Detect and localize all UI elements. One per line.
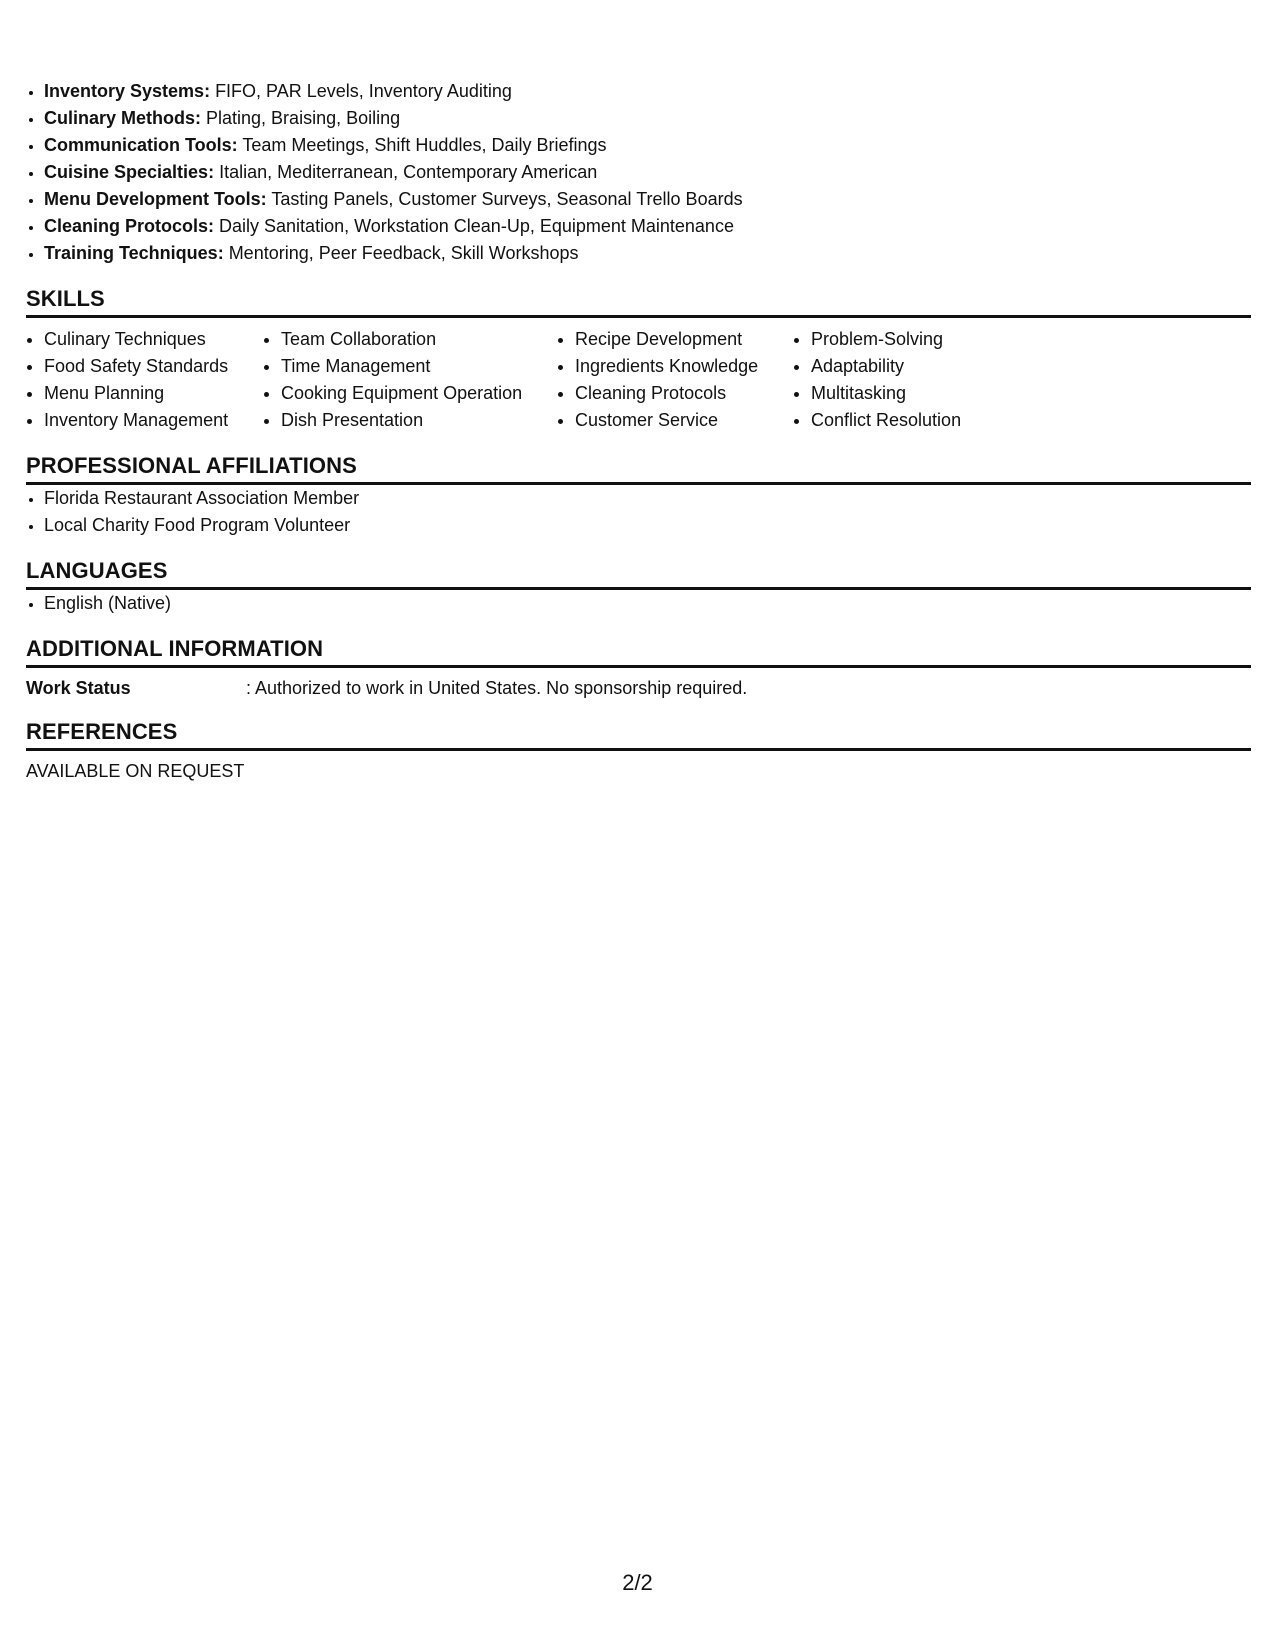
work-status-label: Work Status	[26, 678, 131, 698]
skills-column	[263, 326, 557, 434]
skill-item: • Ingredients Knowledge	[575, 353, 793, 380]
tool-term: Menu Development Tools:	[44, 189, 267, 209]
tool-term: Training Techniques:	[44, 243, 224, 263]
resume-page	[26, 78, 1251, 783]
skill-item: • Multitasking	[811, 380, 1031, 407]
skill-item: • Food Safety Standards	[44, 353, 263, 380]
list-item	[44, 240, 1251, 267]
list-item	[44, 213, 1251, 240]
list-item	[44, 186, 1251, 213]
work-status-row	[26, 676, 1251, 700]
skill-item: • Problem-Solving	[811, 326, 1031, 353]
list-item: • Local Charity Food Program Volunteer	[44, 512, 1251, 539]
skills-grid	[26, 326, 1251, 434]
list-item	[44, 78, 1251, 105]
skill-item: • Menu Planning	[44, 380, 263, 407]
skill-item: • Team Collaboration	[281, 326, 557, 353]
skill-item: • Dish Presentation	[281, 407, 557, 434]
section-title: ADDITIONAL INFORMATION	[26, 635, 1251, 668]
skills-column	[26, 326, 263, 434]
section-title: PROFESSIONAL AFFILIATIONS	[26, 452, 1251, 485]
tool-term: Cleaning Protocols:	[44, 216, 215, 236]
tool-detail: Tasting Panels, Customer Surveys, Seasonal Trello Boards	[266, 189, 743, 209]
tool-detail: Mentoring, Peer Feedback, Skill Workshops	[223, 243, 579, 263]
references-section	[26, 718, 1251, 783]
section-title: REFERENCES	[26, 718, 1251, 751]
work-status-value: : Authorized to work in United States. No sponsorship required.	[246, 678, 748, 698]
languages-section	[26, 557, 1251, 617]
tool-term: Communication Tools:	[44, 135, 238, 155]
tool-term: Cuisine Specialties:	[44, 162, 215, 182]
list-item: • English (Native)	[44, 590, 1251, 617]
tool-detail: Plating, Braising, Boiling	[201, 108, 401, 128]
tool-term: Inventory Systems:	[44, 81, 211, 101]
page-number: 2/2	[622, 1570, 653, 1595]
affiliations-list	[26, 485, 1251, 539]
skill-item: • Adaptability	[811, 353, 1031, 380]
skill-item: • Cooking Equipment Operation	[281, 380, 557, 407]
tool-term: Culinary Methods:	[44, 108, 202, 128]
languages-list	[26, 590, 1251, 617]
references-text: AVAILABLE ON REQUEST	[26, 761, 245, 781]
tool-detail: Daily Sanitation, Workstation Clean-Up, Equipment Maintenance	[214, 216, 734, 236]
skill-item: • Cleaning Protocols	[575, 380, 793, 407]
list-item: • Florida Restaurant Association Member	[44, 485, 1251, 512]
skill-item: • Culinary Techniques	[44, 326, 263, 353]
tool-detail: Team Meetings, Shift Huddles, Daily Briefings	[237, 135, 607, 155]
tool-detail: Italian, Mediterranean, Contemporary American	[214, 162, 598, 182]
list-item	[44, 159, 1251, 186]
section-title: LANGUAGES	[26, 557, 1251, 590]
skill-item: • Inventory Management	[44, 407, 263, 434]
skill-item: • Time Management	[281, 353, 557, 380]
skills-column	[793, 326, 1031, 434]
list-item	[44, 132, 1251, 159]
affiliations-section	[26, 452, 1251, 539]
skill-item: • Conflict Resolution	[811, 407, 1031, 434]
skill-item: • Customer Service	[575, 407, 793, 434]
section-title: SKILLS	[26, 285, 1251, 318]
tool-detail: FIFO, PAR Levels, Inventory Auditing	[210, 81, 512, 101]
skill-item: • Recipe Development	[575, 326, 793, 353]
list-item	[44, 105, 1251, 132]
additional-info-section	[26, 635, 1251, 700]
skills-section	[26, 285, 1251, 434]
skills-column	[557, 326, 793, 434]
tools-list	[26, 78, 1251, 267]
